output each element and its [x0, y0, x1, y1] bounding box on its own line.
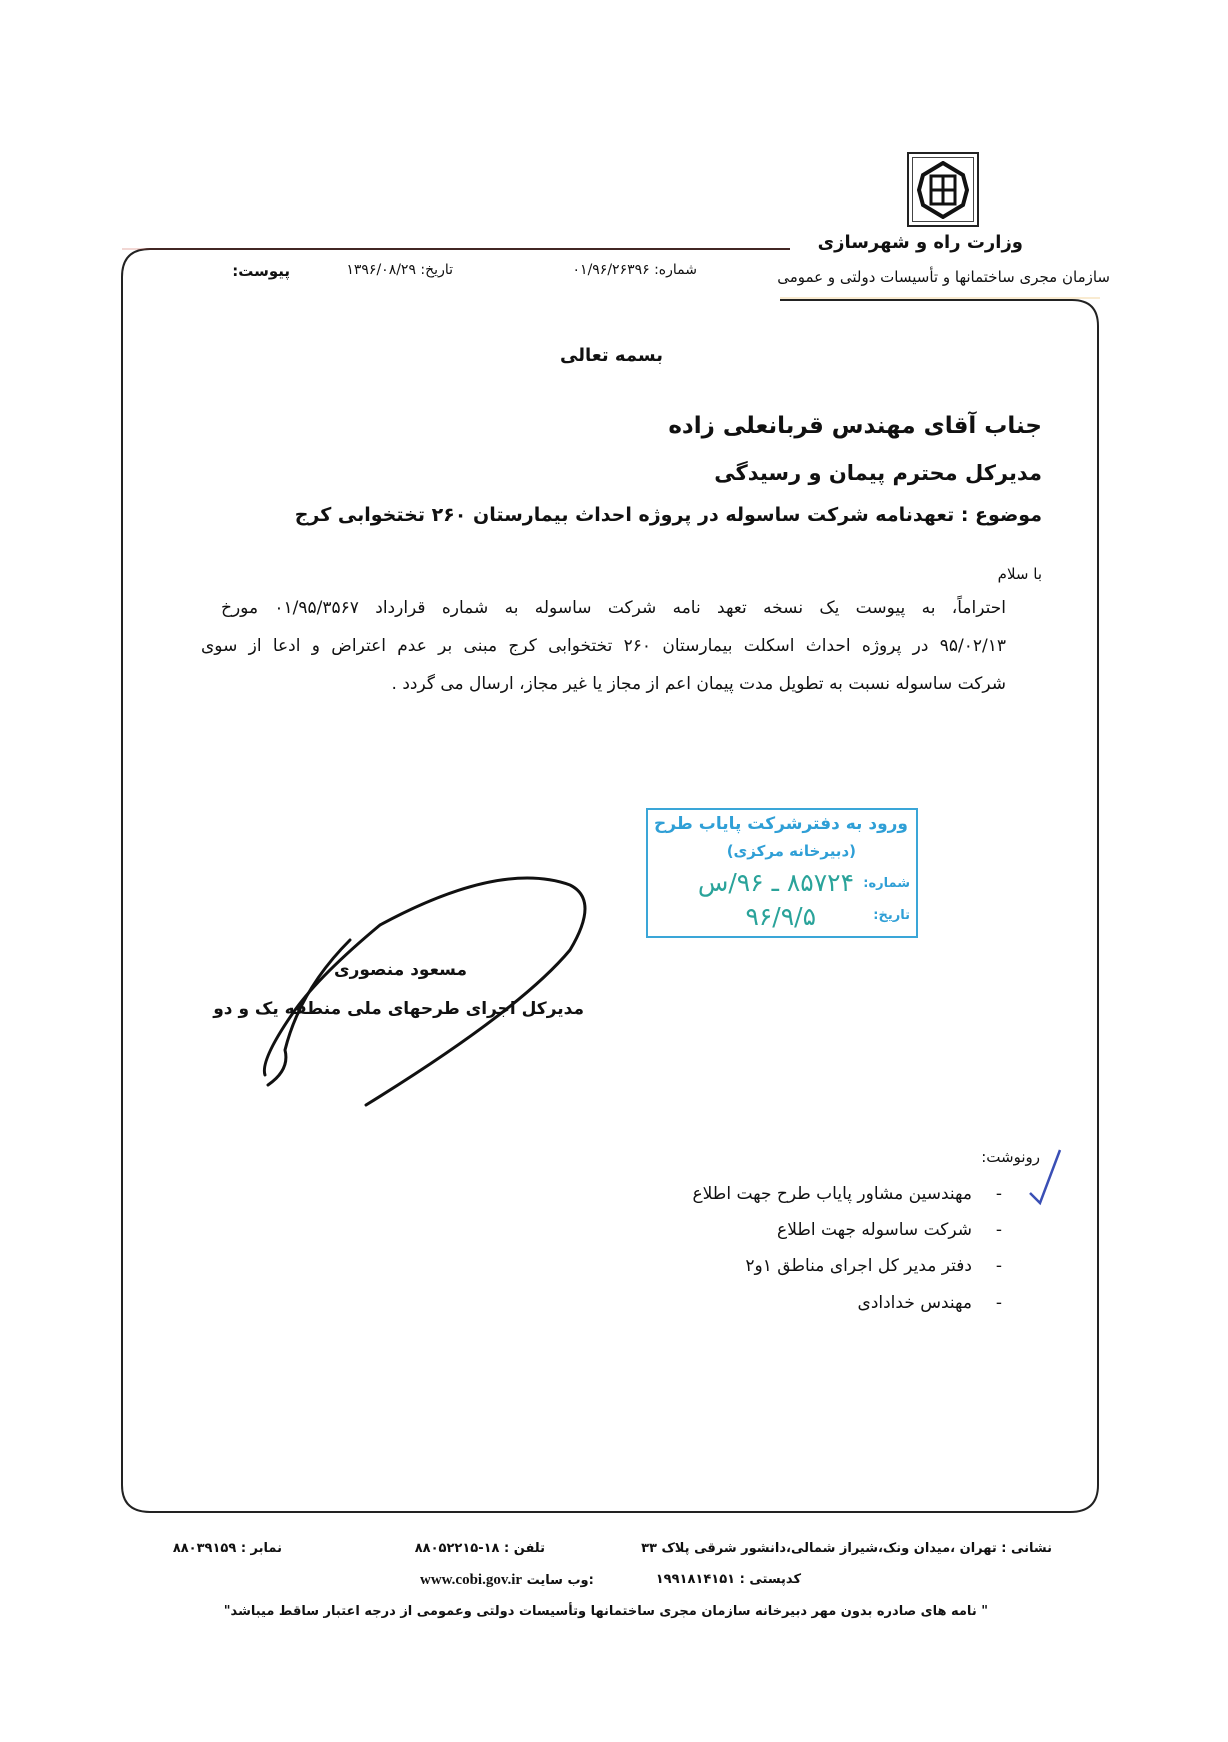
cc-item-text: مهندسین مشاور پایاب طرح جهت اطلاع — [692, 1184, 972, 1204]
website-url[interactable]: www.cobi.gov.ir — [420, 1572, 523, 1588]
stamp-subtitle: (دبیرخانه مرکزی) — [726, 842, 856, 860]
signature-scribble — [264, 878, 585, 1105]
date-value: ۱۳۹۶/۰۸/۲۹ — [346, 262, 416, 278]
letter-number — [573, 262, 697, 278]
ministry-name: وزارت راه و شهرسازی — [817, 232, 1023, 253]
date-label: تاریخ: — [420, 262, 453, 278]
cc-item — [857, 1293, 1002, 1313]
number-label: شماره: — [654, 262, 697, 278]
cc-item-text: دفتر مدیر کل اجرای مناطق ۱و۲ — [745, 1256, 972, 1276]
footer-website — [420, 1572, 594, 1589]
signatory-title: مدیرکل اجرای طرحهای ملی منطقه یک و دو — [213, 999, 584, 1019]
cc-item — [692, 1184, 1002, 1204]
footer-postal-code: کدپستی : ۱۹۹۱۸۱۴۱۵۱ — [655, 1572, 801, 1587]
body-line: احتراماً، به پیوست یک نسخه تعهد نامه شرکت ساسوله به شماره قرارداد ۰۱/۹۵/۳۵۶۷ مورخ — [221, 598, 1006, 618]
cc-dash: - — [995, 1184, 1002, 1204]
subject: موضوع : تعهدنامه شرکت ساسوله در پروژه احداث بیمارستان ۲۶۰ تختخوابی کرج — [294, 504, 1042, 526]
cc-dash: - — [995, 1293, 1002, 1313]
addressee-title: مدیرکل محترم پیمان و رسیدگی — [714, 461, 1042, 485]
cc-dash: - — [995, 1256, 1002, 1276]
cc-label: رونوشت: — [981, 1148, 1040, 1166]
cc-dash: - — [995, 1220, 1002, 1240]
cc-item — [777, 1220, 1002, 1240]
footer-fax: نمابر : ۸۸۰۳۹۱۵۹ — [172, 1541, 282, 1556]
body-line: ۹۵/۰۲/۱۳ در پروژه احداث اسکلت بیمارستان ۲۶۰ تختخوابی کرج مبنی بر عدم اعتراض و ادعا از سوی — [201, 636, 1006, 656]
addressee: جناب آقای مهندس قربانعلی زاده — [668, 413, 1042, 439]
stamp-number-value: ۸۵۷۲۴ ـ ۹۶/س — [697, 868, 854, 897]
footer-address: نشانی : تهران ،میدان ونک،شیراز شمالی،دانشور شرقی پلاک ۳۳ — [641, 1541, 1052, 1556]
footer-phone: تلفن : ۱۸-۸۸۰۵۲۲۱۵ — [414, 1541, 545, 1556]
cc-item-text: شرکت ساسوله جهت اطلاع — [777, 1220, 972, 1240]
letter-date — [346, 262, 453, 278]
stamp-title: ورود به دفترشرکت پایاب طرح — [653, 814, 908, 834]
organization-name: سازمان مجری ساختمانها و تأسیسات دولتی و عمومی — [777, 268, 1110, 286]
footer-notice: " نامه های صادره بدون مهر دبیرخانه سازمان مجری ساختمانها وتأسیسات دولتی وعمومی از درجه اعتبار ساقط میباشد" — [223, 1604, 988, 1619]
ministry-logo — [907, 152, 979, 227]
website-label: وب سایت: — [526, 1573, 594, 1588]
stamp-date-label: تاریخ: — [873, 908, 910, 923]
stamp-date-value: ۹۶/۹/۵ — [745, 902, 816, 931]
cc-item-text: مهندس خدادادی — [857, 1293, 972, 1313]
cc-item — [745, 1256, 1002, 1276]
signatory-name: مسعود منصوری — [334, 960, 467, 980]
number-value: ۰۱/۹۶/۲۶۳۹۶ — [572, 262, 650, 278]
invocation: بسمه تعالی — [560, 345, 663, 366]
body-line: شرکت ساسوله نسبت به تطویل مدت پیمان اعم از مجاز یا غیر مجاز، ارسال می گردد . — [391, 674, 1006, 694]
greeting: با سلام — [997, 565, 1042, 583]
stamp-number-label: شماره: — [863, 876, 910, 891]
attachment-label: پیوست: — [232, 262, 290, 280]
registry-stamp — [646, 808, 918, 938]
